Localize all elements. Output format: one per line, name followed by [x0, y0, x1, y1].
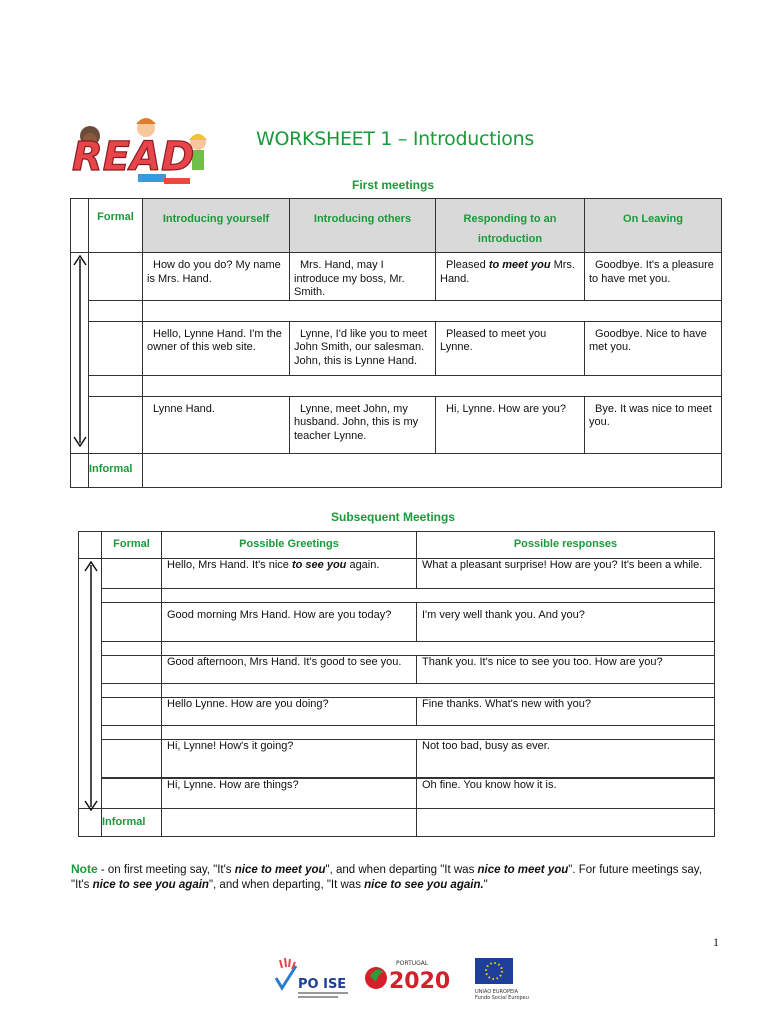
page-number: 1 — [713, 935, 719, 949]
spacer-row — [71, 375, 722, 396]
spacer-row — [79, 684, 715, 698]
table-row — [79, 698, 715, 726]
emphasis-text: nice to see you again — [92, 879, 209, 891]
page-title: WORKSHEET 1 – Introductions — [256, 128, 534, 150]
table-cell — [162, 559, 416, 573]
cell-text: Hello, Mrs Hand. It's nice — [167, 559, 292, 571]
table-row — [79, 779, 715, 809]
table-cell: Hi, Lynne. How are you? — [446, 402, 567, 415]
emphasis-text: to meet you — [488, 259, 551, 271]
table-cell: Goodbye. It's a pleasure to have met you. — [589, 259, 714, 285]
table-row — [71, 253, 722, 301]
table-cell: I'm very well thank you. And you? — [422, 609, 585, 621]
emphasis-text: nice to see you again. — [364, 879, 484, 891]
subsequent-meetings-table — [78, 531, 715, 837]
table-cell: Hello, Lynne Hand. I'm the owner of this web site. — [147, 327, 282, 353]
informal-row — [71, 453, 722, 487]
table-row — [79, 656, 715, 684]
formal-label: Formal — [89, 199, 143, 253]
col-header: Possible Greetings — [162, 532, 417, 559]
table-cell: Lynne, meet John, my husband. John, this is my teacher Lynne. — [294, 402, 419, 442]
portugal-2020-logo — [365, 960, 450, 994]
spacer-row — [79, 642, 715, 656]
informal-row — [79, 809, 715, 837]
table-cell: Hello Lynne. How are you doing? — [167, 698, 329, 710]
first-meetings-table — [70, 198, 722, 488]
table-cell: Hi, Lynne. How are things? — [167, 779, 299, 791]
note-text: ", and when departing, "It was — [208, 879, 365, 891]
emphasis-text: nice to meet you — [477, 864, 569, 876]
table-cell: Goodbye. Nice to have met you. — [589, 327, 707, 353]
table-row — [79, 603, 715, 642]
spacer-row — [79, 589, 715, 603]
table-cell: Oh fine. You know how it is. — [422, 779, 557, 791]
eu-flag-logo — [475, 958, 529, 1001]
table-header-row — [79, 532, 715, 559]
col-header: Possible responses — [417, 532, 715, 559]
table-row — [79, 740, 715, 778]
table-cell: What a pleasant surprise! How are you? It's been a while. — [422, 559, 703, 571]
col-header: On Leaving — [585, 199, 722, 253]
poise-logo — [276, 958, 348, 998]
read-logo — [68, 116, 218, 194]
table-cell: Thank you. It's nice to see you too. How are you? — [422, 656, 663, 668]
table-row — [71, 396, 722, 453]
table-cell: Lynne Hand. — [153, 402, 215, 415]
note-text: " — [483, 879, 488, 891]
table-row — [79, 559, 715, 589]
table-cell: Good morning Mrs Hand. How are you today? — [167, 609, 392, 621]
note-label: Note — [71, 862, 98, 876]
note-text: - on first meeting say, "It's — [97, 864, 235, 876]
spacer-row — [71, 300, 722, 321]
formal-label: Formal — [102, 532, 162, 559]
cell-text: Mrs. Hand. — [440, 259, 575, 285]
table-cell: Fine thanks. What's new with you? — [422, 698, 592, 710]
emphasis-text: to see you — [291, 559, 347, 571]
double-arrow-icon — [84, 561, 98, 811]
subsequent-meetings-heading: Subsequent Meetings — [331, 510, 456, 524]
cell-text: again. — [346, 559, 380, 571]
informal-label: Informal — [89, 453, 143, 487]
table-cell: Not too bad, busy as ever. — [422, 740, 550, 752]
informal-label: Informal — [102, 809, 162, 837]
note-text: ", and when departing "It was — [325, 864, 478, 876]
col-header: Introducing others — [290, 199, 436, 253]
eu-text-2: Fundo Social Europeu — [475, 995, 529, 1001]
year-text: 2020 — [389, 969, 451, 994]
table-cell: Bye. It was nice to meet you. — [589, 402, 712, 428]
table-cell: How do you do? My name is Mrs. Hand. — [147, 259, 281, 285]
table-header-row — [71, 199, 722, 253]
col-header: Introducing yourself — [143, 199, 290, 253]
table-cell: Hi, Lynne! How's it going? — [167, 740, 294, 752]
table-row — [71, 321, 722, 375]
funding-logos — [270, 956, 530, 1002]
spacer-row — [79, 726, 715, 740]
read-logo-text: READ — [72, 134, 195, 180]
eu-text-1: UNIÃO EUROPEIA — [475, 989, 519, 995]
table-cell: Lynne, I'd like you to meet John Smith, our salesman. John, this is Lynne Hand. — [294, 327, 428, 367]
table-cell: Good afternoon, Mrs Hand. It's good to see you. — [167, 656, 402, 668]
table-cell: Mrs. Hand, may I introduce my boss, Mr. Smith. — [294, 259, 405, 298]
note-text: ". For future meetings say, "It's — [71, 864, 702, 891]
portugal-text: PORTUGAL — [396, 960, 429, 967]
formality-arrow-cell — [79, 559, 102, 809]
note-paragraph — [71, 862, 721, 893]
cell-text: Pleased — [446, 259, 489, 271]
col-header: Responding to an introduction — [436, 199, 585, 253]
formality-arrow-cell — [71, 253, 89, 454]
table-cell — [436, 253, 584, 286]
poise-text: PO ISE — [298, 977, 347, 992]
first-meetings-heading: First meetings — [352, 178, 435, 192]
double-arrow-icon — [73, 255, 87, 447]
emphasis-text: nice to meet you — [234, 864, 326, 876]
table-cell: Pleased to meet you Lynne. — [440, 327, 547, 353]
